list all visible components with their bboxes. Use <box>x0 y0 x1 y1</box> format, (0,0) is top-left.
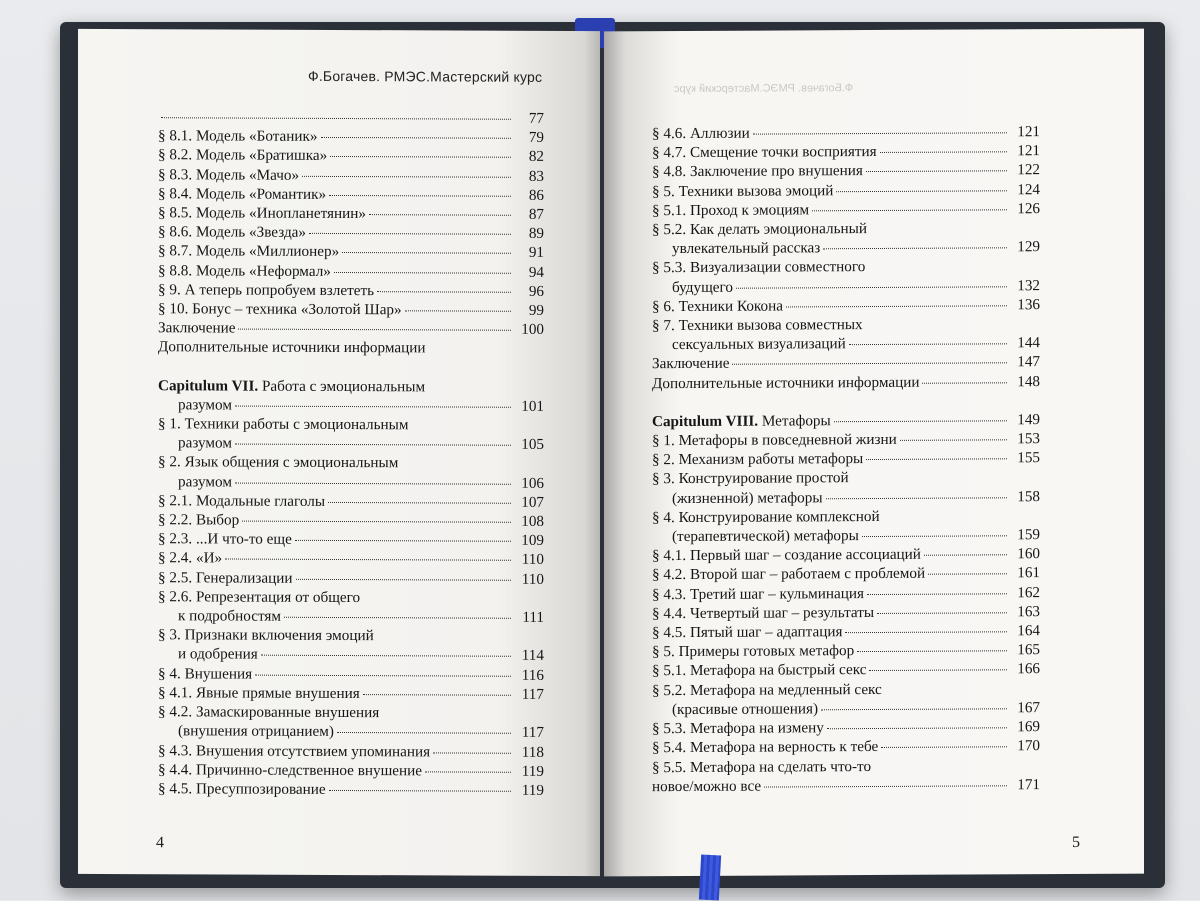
toc-entry <box>158 529 544 550</box>
toc-page-number: 119 <box>521 781 544 799</box>
toc-entry-title: разумом <box>178 472 232 491</box>
toc-entry-title: § 1. Техники работы с эмоциональным <box>158 415 409 434</box>
toc-spacer <box>158 357 544 378</box>
toc-page-number: 110 <box>521 551 544 569</box>
dot-leader <box>845 631 1007 633</box>
toc-entry-title: § 2.4. «И» <box>158 549 223 567</box>
toc-entry <box>158 299 544 320</box>
toc-entry <box>158 606 544 627</box>
toc-entry <box>652 372 1040 393</box>
dot-leader <box>330 156 511 158</box>
toc-page-number: 149 <box>1017 410 1040 429</box>
dot-leader <box>928 574 1007 575</box>
toc-page-number: 121 <box>1017 142 1040 160</box>
dot-leader <box>834 420 1007 422</box>
toc-page-number: 171 <box>1017 775 1040 793</box>
left-page <box>78 29 600 876</box>
toc-entry <box>158 376 544 397</box>
toc-page-number: 160 <box>1017 545 1040 563</box>
dot-leader <box>924 555 1007 556</box>
toc-page-number: 169 <box>1017 718 1040 736</box>
toc-spacer <box>652 391 1040 412</box>
toc-page-number: 122 <box>1017 161 1040 179</box>
toc-entry-title: § 2.1. Модальные глаголы <box>158 492 326 510</box>
toc-entry-title: § 4.2. Второй шаг – работаем с проблемой <box>652 565 926 584</box>
toc-page-number: 108 <box>521 512 544 530</box>
dot-leader <box>302 175 511 177</box>
dot-leader <box>821 708 1007 710</box>
toc-entry-title: разумом <box>178 434 232 452</box>
toc-entry <box>652 679 1040 700</box>
toc-entry <box>158 318 544 339</box>
toc-entry-title: увлекательный рассказ <box>672 239 821 258</box>
toc-page-number: 99 <box>528 301 544 319</box>
dot-leader <box>242 521 511 523</box>
toc-entry-title: § 4.6. Аллюзии <box>652 124 750 143</box>
toc-entry <box>158 126 544 147</box>
toc-entry <box>652 276 1040 297</box>
dot-leader <box>867 593 1007 595</box>
toc-entry-title: § 2. Механизм работы метафоры <box>652 450 864 469</box>
toc-entry <box>652 506 1040 527</box>
toc-entry <box>158 146 544 167</box>
toc-entry <box>158 702 544 723</box>
toc-entry-title: § 9. А теперь попробуем взлететь <box>158 281 375 299</box>
toc-page-number: 116 <box>521 666 544 684</box>
dot-leader <box>425 771 511 772</box>
toc-page-number: 136 <box>1017 295 1040 314</box>
toc-page-number: 118 <box>521 743 544 761</box>
toc-entry <box>652 640 1040 661</box>
toc-page-number: 114 <box>521 647 544 665</box>
toc-page-number: 129 <box>1017 238 1040 256</box>
toc-entry-title: § 5.2. Метафора на медленный секс <box>652 680 882 699</box>
dot-leader <box>812 209 1007 211</box>
toc-entry-title: § 3. Признаки включения эмоций <box>158 626 374 645</box>
right-page <box>604 29 1144 877</box>
toc-entry-title: сексуальных визуализаций <box>672 335 846 354</box>
dot-leader <box>732 363 1007 365</box>
ribbon-bookmark <box>699 855 721 901</box>
page-number-left: 4 <box>156 834 164 852</box>
toc-page-number: 105 <box>521 436 544 454</box>
toc-page-number: 159 <box>1017 526 1040 544</box>
toc-page-number: 167 <box>1017 699 1040 717</box>
toc-entry <box>158 165 544 186</box>
toc-entry-title: § 2.6. Репрезентация от общего <box>158 588 361 606</box>
toc-page-number: 86 <box>528 186 544 204</box>
toc-entry-title: § 5.3. Метафора на измену <box>652 719 824 738</box>
toc-entry <box>652 314 1040 335</box>
dot-leader <box>377 291 511 293</box>
toc-entry <box>158 242 544 263</box>
toc-entry <box>652 736 1040 757</box>
dot-leader <box>238 329 511 331</box>
dot-leader <box>369 214 511 216</box>
toc-entry <box>158 510 544 531</box>
toc-entry <box>158 760 544 781</box>
dot-leader <box>836 190 1007 192</box>
running-head: Ф.Богачев. РМЭС.Мастерский курс <box>308 67 543 85</box>
toc-entry <box>158 222 544 243</box>
dot-leader <box>862 535 1007 537</box>
toc-entry-title: § 4.2. Замаскированные внушения <box>158 703 380 722</box>
dot-leader <box>261 655 511 657</box>
toc-list-left <box>158 107 544 800</box>
bleed-through-text: Ф.Богачев. РМЭС.Мастерский курс <box>674 82 854 96</box>
toc-entry <box>158 587 544 608</box>
toc-entry <box>652 237 1040 258</box>
dot-leader <box>235 482 511 484</box>
toc-entry <box>158 433 544 454</box>
toc-page-number: 147 <box>1017 353 1040 371</box>
toc-page-number: 109 <box>521 532 544 550</box>
toc-page-number: 79 <box>528 129 544 147</box>
toc-page-number: 132 <box>1017 276 1040 294</box>
toc-entry-title <box>652 411 831 431</box>
toc-entry-title: Заключение <box>652 355 730 373</box>
toc-entry <box>652 161 1040 182</box>
toc-page-number: 100 <box>521 321 544 339</box>
toc-page-number: 153 <box>1017 430 1040 448</box>
dot-leader <box>328 502 511 504</box>
toc-entry-title: § 4. Внушения <box>158 664 253 683</box>
toc-entry <box>158 683 544 704</box>
toc-entry <box>652 257 1040 278</box>
toc-entry-title: § 5.1. Проход к эмоциям <box>652 201 810 219</box>
toc-page-number: 101 <box>521 397 544 415</box>
toc-entry-title: § 4.5. Пресуппозирование <box>158 780 326 798</box>
toc-entry-title: § 4.8. Заключение про внушения <box>652 162 863 181</box>
toc-entry-title: будущего <box>672 278 733 296</box>
dot-leader <box>235 444 511 446</box>
dot-leader <box>827 727 1007 729</box>
toc-entry-title: к подробностям <box>178 607 281 625</box>
toc-entry <box>652 544 1040 565</box>
toc-entry-title: § 4. Конструирование комплексной <box>652 507 880 527</box>
toc-entry-title: (внушения отрицанием) <box>178 722 334 741</box>
dot-leader <box>736 286 1007 288</box>
toc-entry <box>158 338 544 359</box>
toc-entry-title: новое/можно все <box>652 777 762 795</box>
toc-entry <box>652 333 1040 354</box>
toc-entry-title: § 4.5. Пятый шаг – адаптация <box>652 623 843 642</box>
dot-leader <box>337 732 511 734</box>
toc-entry-title: и одобрения <box>178 645 258 664</box>
chapter-label: Capitulum VII. <box>158 376 259 395</box>
toc-entry <box>158 261 544 282</box>
page-number-right: 5 <box>1072 833 1080 851</box>
toc-entry <box>652 468 1040 489</box>
toc-entry-title: § 5. Техники вызова эмоций <box>652 181 834 200</box>
toc-entry-title: § 10. Бонус – техника «Золотой Шар» <box>158 300 402 319</box>
toc-entry-title: § 8.4. Модель «Романтик» <box>158 185 327 203</box>
toc-entry-title: § 2.5. Генерализации <box>158 568 293 587</box>
toc-entry-title: § 8.1. Модель «Ботаник» <box>158 127 318 146</box>
toc-entry <box>158 203 544 224</box>
toc-entry-title: § 8.2. Модель «Братишка» <box>158 146 328 165</box>
toc-entry <box>158 645 544 666</box>
toc-entry <box>652 353 1040 374</box>
toc-entry-title: (красивые отношения) <box>672 700 819 718</box>
toc-page-number: 121 <box>1017 123 1040 141</box>
dot-leader <box>866 459 1007 461</box>
toc-entry-title: § 8.7. Модель «Миллионер» <box>158 242 340 261</box>
toc-entry-title: § 8.3. Модель «Мачо» <box>158 165 300 184</box>
dot-leader <box>329 790 511 792</box>
toc-entry-title: § 5.5. Метафора на сделать что-то <box>652 757 872 776</box>
toc-entry-title: § 5.1. Метафора на быстрый секс <box>652 661 867 680</box>
toc-entry <box>652 218 1040 239</box>
dot-leader <box>849 344 1007 346</box>
toc-entry-title: (терапевтической) метафоры <box>672 527 859 546</box>
toc-entry-title: § 8.5. Модель «Инопланетянин» <box>158 204 367 223</box>
toc-page-number: 117 <box>521 685 544 703</box>
toc-entry <box>158 107 544 128</box>
toc-page-number: 165 <box>1017 641 1040 659</box>
toc-entry <box>652 564 1040 585</box>
toc-entry <box>158 549 544 570</box>
toc-entry-title: § 4.3. Внушения отсутствием упоминания <box>158 741 431 760</box>
dot-leader <box>321 137 511 139</box>
dot-leader <box>869 670 1007 672</box>
dot-leader <box>161 117 511 120</box>
toc-entry-title: разумом <box>178 396 232 414</box>
toc-entry <box>652 756 1040 777</box>
toc-entry <box>652 698 1040 719</box>
toc-entry <box>652 717 1040 738</box>
dot-leader <box>296 578 512 580</box>
toc-page-number: 161 <box>1017 564 1040 582</box>
dot-leader <box>753 132 1007 134</box>
dot-leader <box>826 497 1007 499</box>
toc-page-number: 126 <box>1017 199 1040 218</box>
dot-leader <box>823 248 1007 250</box>
toc-entry-title: § 5.3. Визуализации совместного <box>652 258 866 277</box>
toc-page-number: 155 <box>1017 449 1040 467</box>
toc-entry <box>652 583 1040 604</box>
toc-entry <box>652 602 1040 623</box>
dot-leader <box>334 272 511 274</box>
toc-entry <box>652 429 1040 450</box>
toc-entry-title: § 4.4. Четвертый шаг – результаты <box>652 603 875 623</box>
toc-page-number: 163 <box>1017 603 1040 621</box>
toc-page-number: 83 <box>528 167 544 185</box>
toc-entry-title: § 1. Метафоры в повседневной жизни <box>652 430 897 450</box>
toc-page-number: 94 <box>528 263 544 281</box>
toc-entry <box>158 741 544 762</box>
toc-entry-title: § 2. Язык общения с эмоциональным <box>158 453 399 472</box>
toc-page-number: 124 <box>1017 180 1040 198</box>
toc-entry <box>652 122 1040 143</box>
dot-leader <box>342 252 511 254</box>
dot-leader <box>764 785 1007 787</box>
toc-page-number: 96 <box>528 282 544 300</box>
toc-page-number: 111 <box>522 608 544 626</box>
toc-page-number: 77 <box>528 109 544 127</box>
toc-entry-title: § 5.4. Метафора на верность к тебе <box>652 738 879 757</box>
toc-entry <box>652 199 1040 220</box>
dot-leader <box>255 674 511 676</box>
dot-leader <box>235 405 511 407</box>
toc-page-number: 148 <box>1017 372 1040 390</box>
dot-leader <box>405 310 511 311</box>
dot-leader <box>900 439 1007 441</box>
toc-entry <box>652 295 1040 316</box>
toc-entry <box>652 141 1040 162</box>
toc-page-number: 82 <box>528 148 544 166</box>
toc-page-number: 170 <box>1017 737 1040 755</box>
toc-entry <box>158 568 544 589</box>
dot-leader <box>329 195 511 197</box>
toc-entry-title: § 4.1. Первый шаг – создание ассоциаций <box>652 546 921 565</box>
toc-entry <box>652 775 1040 796</box>
toc-entry <box>158 184 544 205</box>
toc-page-number: 162 <box>1017 583 1040 601</box>
toc-page-number: 106 <box>521 474 544 492</box>
toc-entry <box>158 664 544 685</box>
dot-leader <box>433 752 511 753</box>
toc-page-number: 119 <box>521 762 544 780</box>
toc-entry-title: § 8.6. Модель «Звезда» <box>158 223 307 242</box>
dot-leader <box>309 233 511 235</box>
toc-entry <box>158 722 544 743</box>
toc-entry-title: Заключение <box>158 319 236 337</box>
toc-entry-title: § 6. Техники Кокона <box>652 297 784 315</box>
toc-entry <box>652 525 1040 546</box>
toc-entry <box>158 472 544 493</box>
chapter-title: Метафоры <box>758 412 831 430</box>
dot-leader <box>866 171 1007 173</box>
toc-entry-title: § 8.8. Модель «Неформал» <box>158 261 331 280</box>
toc-page-number: 91 <box>528 244 544 262</box>
toc-page-number: 166 <box>1017 660 1040 678</box>
toc-page-number: 87 <box>528 205 544 223</box>
dot-leader <box>877 612 1007 614</box>
toc-entry-title: § 7. Техники вызова совместных <box>652 316 863 335</box>
toc-entry <box>652 660 1040 681</box>
toc-page-number: 110 <box>521 570 544 588</box>
toc-entry-title: § 5.2. Как делать эмоциональный <box>652 220 867 239</box>
dot-leader <box>880 152 1007 154</box>
toc-entry-title: § 4.7. Смещение точки восприятия <box>652 143 877 162</box>
toc-entry <box>652 180 1040 201</box>
chapter-label: Capitulum VIII. <box>652 412 759 431</box>
toc-entry <box>652 487 1040 508</box>
toc-entry-title: § 2.2. Выбор <box>158 511 240 529</box>
toc-page-number: 89 <box>528 225 544 243</box>
toc-entry <box>652 621 1040 642</box>
dot-leader <box>225 559 511 561</box>
toc-page-number: 164 <box>1017 622 1040 640</box>
dot-leader <box>284 617 511 619</box>
chapter-title: Работа с эмоциональным <box>258 377 426 396</box>
toc-entry-title: Дополнительные источники информации <box>158 338 426 357</box>
toc-page-number: 158 <box>1017 487 1040 505</box>
dot-leader <box>786 305 1007 307</box>
toc-entry-title: § 5. Примеры готовых метафор <box>652 642 855 661</box>
toc-entry-title <box>158 376 425 396</box>
toc-entry-title: § 3. Конструирование простой <box>652 469 849 488</box>
toc-list-right <box>652 122 1040 796</box>
toc-entry <box>652 410 1040 431</box>
dot-leader <box>857 651 1007 653</box>
toc-entry <box>158 280 544 301</box>
toc-entry-title: § 2.3. ...И что-то еще <box>158 530 292 549</box>
toc-entry-title: § 4.1. Явные прямые внушения <box>158 684 360 702</box>
toc-entry <box>158 414 544 435</box>
dot-leader <box>881 747 1007 749</box>
toc-page-number: 117 <box>521 724 544 742</box>
toc-entry <box>652 448 1040 469</box>
toc-page-number: 107 <box>521 493 544 511</box>
dot-leader <box>922 382 1007 383</box>
toc-entry <box>158 625 544 646</box>
dot-leader <box>295 540 511 542</box>
toc-entry <box>158 491 544 512</box>
toc-entry <box>158 395 544 416</box>
toc-entry <box>158 779 544 800</box>
toc-entry-title: § 4.4. Причинно-следственное внушение <box>158 760 423 780</box>
toc-entry-title: § 4.3. Третий шаг – кульминация <box>652 584 864 603</box>
toc-entry-title: (жизненной) метафоры <box>672 488 823 507</box>
toc-page-number: 144 <box>1017 334 1040 352</box>
toc-entry <box>158 453 544 474</box>
toc-entry-title: Дополнительные источники информации <box>652 373 920 392</box>
dot-leader <box>363 694 511 696</box>
